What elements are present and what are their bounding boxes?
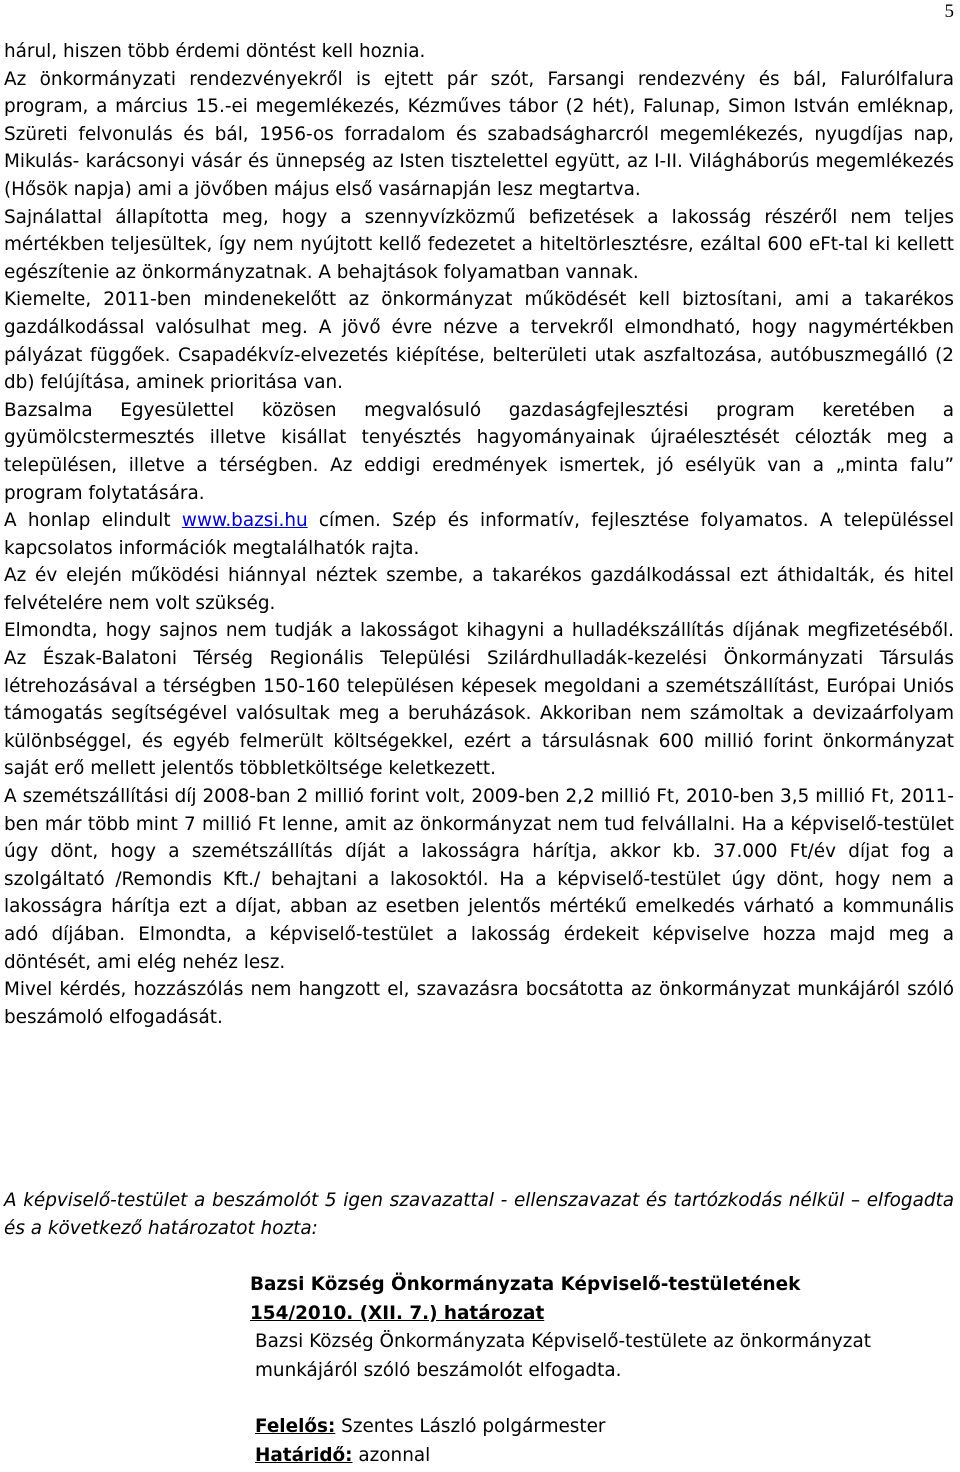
homepage-link[interactable]: www.bazsi.hu xyxy=(181,510,308,532)
paragraph-homepage xyxy=(4,507,954,562)
decision-intro: A képviselő-testület a beszámolót 5 igen szavazattal - ellenszavazat és tartózkodás nélkül – elfogadta és a következő határozatot hozta: xyxy=(4,1190,954,1239)
resolution-block xyxy=(250,1271,950,1470)
paragraph-waste-fees: A szemétszállítási díj 2008-ban 2 millió forint volt, 2009-ben 2,2 millió Ft, 2010-ben 3,5 millió Ft, 2011-ben már több mint 7 millió Ft lenne, amit az önkormányzat nem tud felvállalni. Ha a képviselő-testület úgy dönt, hogy a szemétszállítás díját a lakosságra hárítja, akkor kb. 37.000 Ft/év díjat fog a szolgáltató /Remondis Kft./ behajtani a lakosoktól. Ha a képviselő-testület úgy dönt, hogy nem a lakosságra hárítja ezt a díjat, abban az esetben jelentős mértékű emelkedés várható a kommunális adó díjában. Elmondta, a képviselő-testület a lakosság érdekeit képviselve hozza majd meg a döntését, ami elég nehéz lesz. xyxy=(4,786,954,973)
paragraph-vote: Mivel kérdés, hozzászólás nem hangzott el, szavazásra bocsátotta az önkormányzat munkájáról szóló beszámoló elfogadását. xyxy=(4,979,954,1028)
paragraph-bazsalma: Bazsalma Egyesülettel közösen megvalósuló gazdaságfejlesztési program keretében a gyümölcstermesztés illetve kisállat tenyésztés hagyományainak újraélesztését célozták meg a településen, illetve a térségben. Az eddigi eredmények ismertek, jó esélyük van a „minta falu” program folytatására. xyxy=(4,399,954,504)
homepage-text-before: A honlap elindult xyxy=(4,510,182,532)
paragraph-continuation: hárul, hiszen több érdemi döntést kell hoznia. xyxy=(4,41,426,62)
deadline-value: azonnal xyxy=(352,1444,431,1466)
resolution-number: 154/2010. (XII. 7.) határozat xyxy=(250,1302,545,1324)
resolution-title: Bazsi Község Önkormányzata Képviselő-testületének xyxy=(250,1274,801,1295)
paragraph-deficit: Az év elején működési hiánnyal néztek szembe, a takarékos gazdálkodással ezt áthidalták, és hitel felvételére nem volt szükség. xyxy=(4,565,954,614)
resolution-spacer xyxy=(250,1385,950,1413)
paragraph-events: Az önkormányzati rendezvényekről is ejtett pár szót, Farsangi rendezvény és bál, Falurólfalura program, a március 15.-ei megemlékezés, Kézműves tábor (2 hét), Falunap, Simon István emléknap, Szüreti felvonulás és bál, 1956-os forradalom és szabadságharcról megemlékezés, nyugdíjas nap, Mikulás- karácsonyi vásár és ünnepség az Isten tisztelettel együtt, az I-II. Világháborús megemlékezés (Hősök napja) ami a jövőben május első vasárnapján lesz megtartva. xyxy=(4,68,954,200)
resolution-deadline xyxy=(250,1442,950,1471)
resolution-text: Bazsi Község Önkormányzata Képviselő-testülete az önkormányzat munkájáról szóló beszámolót elfogadta. xyxy=(255,1331,871,1381)
page-number: 5 xyxy=(944,1,954,22)
paragraph-plans: Kiemelte, 2011-ben mindenekelőtt az önkormányzat működését kell biztosítani, ami a takarékos gazdálkodással valósulhat meg. A jövő évre nézve a tervekről elmondható, hogy nagymértékben pályázat függőek. Csapadékvíz-elvezetés kiépítése, belterületi utak aszfaltozása, autóbuszmegálló (2 db) felújítása, aminek prioritása van. xyxy=(4,289,954,394)
paragraph-sewage: Sajnálattal állapította meg, hogy a szennyvízközmű befizetések a lakosság részéről nem teljes mértékben teljesültek, így nem nyújtott kellő fedezetet a hiteltörlesztésre, ezáltal 600 eFt-tal ki kellett egészítenie az önkormányzatnak. A behajtások folyamatban vannak. xyxy=(4,206,954,283)
paragraph-waste: Elmondta, hogy sajnos nem tudják a lakosságot kihagyni a hulladékszállítás díjának megfizetéséből. Az Észak-Balatoni Térség Regionális Települési Szilárdhulladák-kezelési Önkormányzati Társulás létrehozásával a térségben 150-160 településen képesek megoldani a szemétszállítást, Európai Uniós támogatás segítségével valósultak meg a beruházások. Akkoriban nem számoltak a devizaárfolyam különbséggel, és egyéb felmerült költségekkel, ezért a társulásnak 600 millió forint önkormányzat saját erő mellett jelentős többletköltsége keletkezett. xyxy=(4,620,954,780)
responsible-value: Szentes László polgármester xyxy=(335,1416,606,1437)
responsible-label: Felelős: xyxy=(255,1416,336,1437)
resolution-responsible xyxy=(250,1413,950,1442)
deadline-label: Határidő: xyxy=(255,1444,353,1466)
body-text xyxy=(4,38,954,1031)
homepage-text-after: címen. Szép és informatív, fejlesztése folyamatos. A településsel kapcsolatos információk megtalálhatók rajta. xyxy=(4,510,954,559)
